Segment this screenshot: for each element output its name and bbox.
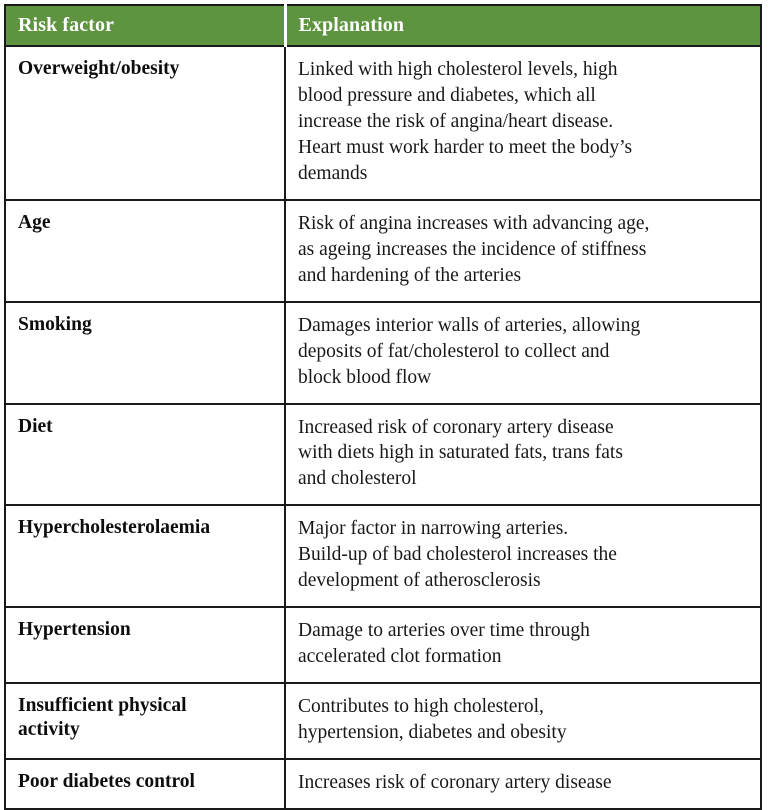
risk-factors-table xyxy=(4,4,762,810)
explanation-line: Build-up of bad cholesterol increases the xyxy=(298,544,617,566)
explanation-cell xyxy=(285,683,761,759)
column-header-explanation: Explanation xyxy=(285,5,761,46)
risk-factor-cell xyxy=(5,607,285,683)
explanation-line: Major factor in narrowing arteries. xyxy=(298,518,569,540)
table-header xyxy=(5,5,761,46)
explanation-line: with diets high in saturated fats, trans fats xyxy=(298,442,623,464)
explanation-line: Risk of angina increases with advancing age, xyxy=(298,213,650,234)
explanation-line: block blood flow xyxy=(298,366,432,388)
explanation-cell xyxy=(285,759,761,809)
explanation-cell xyxy=(285,505,761,607)
risk-factor-cell xyxy=(5,302,285,404)
risk-factor-cell xyxy=(5,200,285,302)
risk-factor-line: Insufficient physical xyxy=(18,694,187,716)
table-header-row xyxy=(5,5,761,46)
explanation-line: accelerated clot formation xyxy=(298,645,502,667)
explanation-line: and cholesterol xyxy=(298,468,417,490)
risk-factor-line: Hypercholesterolaemia xyxy=(18,517,211,539)
risk-factor-line: Diet xyxy=(18,415,53,437)
explanation-line: development of atherosclerosis xyxy=(298,570,541,592)
explanation-line: Damages interior walls of arteries, allowing xyxy=(298,314,641,336)
explanation-cell xyxy=(285,404,761,506)
explanation-cell xyxy=(285,302,761,404)
risk-factor-line: Overweight/obesity xyxy=(18,58,180,80)
explanation-cell xyxy=(285,607,761,683)
explanation-line: and hardening of the arteries xyxy=(298,264,522,286)
explanation-line: blood pressure and diabetes, which all xyxy=(298,85,596,107)
table-row xyxy=(5,302,761,404)
risk-factor-cell xyxy=(5,683,285,759)
explanation-line: as ageing increases the incidence of stiffness xyxy=(298,238,647,260)
risk-factor-line: Hypertension xyxy=(18,619,131,641)
explanation-line: Damage to arteries over time through xyxy=(298,620,590,642)
table-row xyxy=(5,505,761,607)
risk-factor-cell xyxy=(5,759,285,809)
table-row xyxy=(5,200,761,302)
risk-factor-line: Smoking xyxy=(18,313,92,335)
risk-factor-line: activity xyxy=(18,718,80,740)
explanation-cell xyxy=(285,200,761,302)
table-row xyxy=(5,607,761,683)
explanation-line: deposits of fat/cholesterol to collect and xyxy=(298,340,610,362)
table-row xyxy=(5,683,761,759)
explanation-line: Heart must work harder to meet the body’s xyxy=(298,137,633,159)
risk-factor-cell xyxy=(5,505,285,607)
explanation-line: increase the risk of angina/heart disease. xyxy=(298,111,614,133)
risk-factor-cell xyxy=(5,46,285,200)
table-row xyxy=(5,46,761,200)
explanation-line: hypertension, diabetes and obesity xyxy=(298,721,567,743)
table-row xyxy=(5,404,761,506)
risk-factor-cell xyxy=(5,404,285,506)
table-body xyxy=(5,46,761,808)
table-row xyxy=(5,759,761,809)
risk-factor-line: Age xyxy=(18,212,51,233)
risk-factor-line: Poor diabetes control xyxy=(18,770,195,792)
explanation-line: Linked with high cholesterol levels, high xyxy=(298,59,618,81)
column-header-risk-factor: Risk factor xyxy=(5,5,285,46)
explanation-line: demands xyxy=(298,163,368,185)
explanation-line: Contributes to high cholesterol, xyxy=(298,695,544,717)
explanation-cell xyxy=(285,46,761,200)
explanation-line: Increases risk of coronary artery disease xyxy=(298,771,612,793)
explanation-line: Increased risk of coronary artery disease xyxy=(298,416,614,438)
